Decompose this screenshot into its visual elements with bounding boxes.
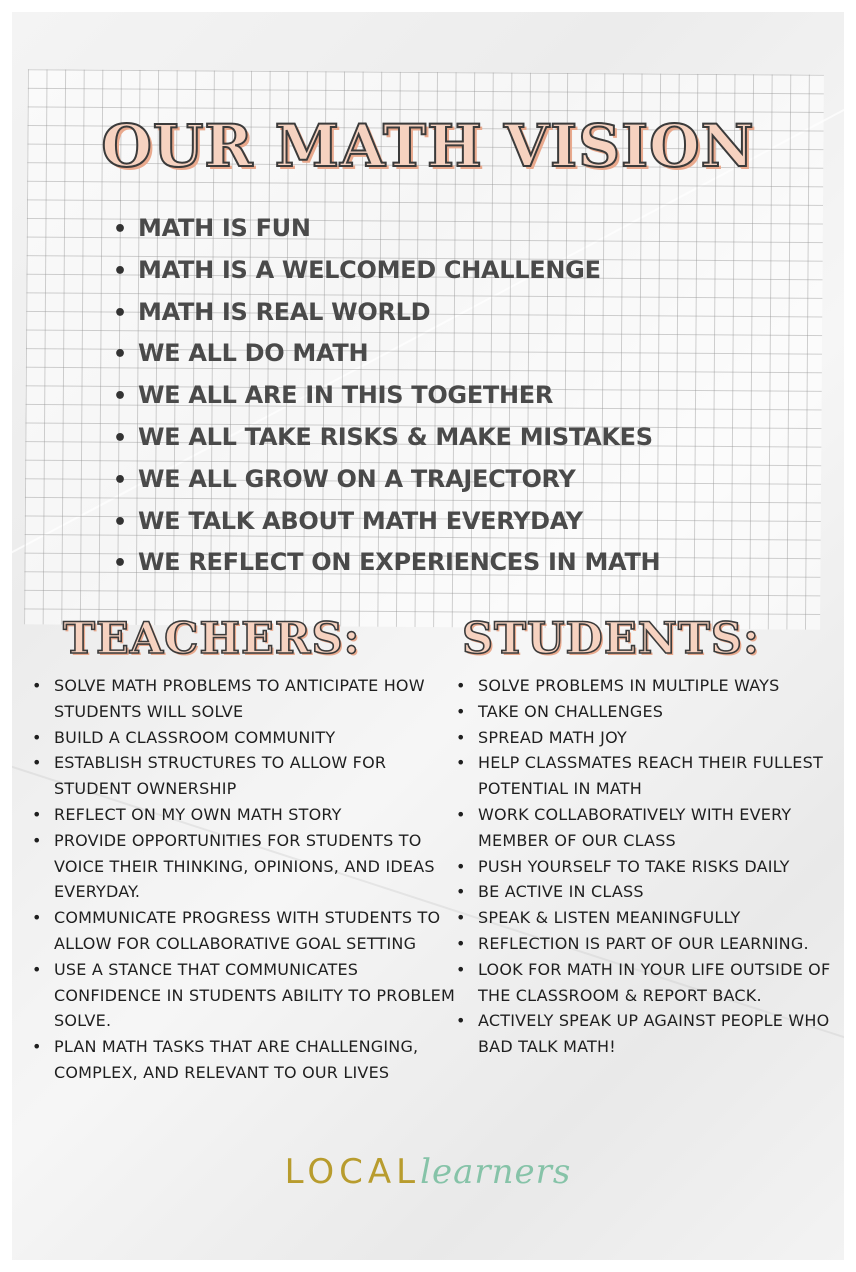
student-item: • REFLECTION IS PART OF OUR LEARNING. [456,931,848,957]
vision-list [113,208,660,584]
vision-item: • WE ALL DO MATH [113,333,660,375]
student-item: • LOOK FOR MATH IN YOUR LIFE OUTSIDE OF THE CLASSROOM & REPORT BACK. [456,957,848,1009]
student-item: • SPEAK & LISTEN MEANINGFULLY [456,905,848,931]
vision-item: • MATH IS FUN [113,208,660,250]
student-item: • PUSH YOURSELF TO TAKE RISKS DAILY [456,854,848,880]
student-item: • BE ACTIVE IN CLASS [456,879,848,905]
teacher-item: • PROVIDE OPPORTUNITIES FOR STUDENTS TO VOICE THEIR THINKING, OPINIONS, AND IDEAS EVERYDAY. [32,828,462,905]
vision-item: • WE ALL TAKE RISKS & MAKE MISTAKES [113,417,660,459]
vision-item: • WE TALK ABOUT MATH EVERYDAY [113,501,660,543]
teacher-item: • SOLVE MATH PROBLEMS TO ANTICIPATE HOW STUDENTS WILL SOLVE [32,673,462,725]
vision-item: • WE ALL ARE IN THIS TOGETHER [113,375,660,417]
teacher-item: • COMMUNICATE PROGRESS WITH STUDENTS TO ALLOW FOR COLLABORATIVE GOAL SETTING [32,905,462,957]
student-item: • HELP CLASSMATES REACH THEIR FULLEST POTENTIAL IN MATH [456,750,848,802]
teachers-heading: TEACHERS: [63,614,361,664]
vision-item: • MATH IS A WELCOMED CHALLENGE [113,250,660,292]
vision-item: • WE REFLECT ON EXPERIENCES IN MATH [113,542,660,584]
teacher-item: • PLAN MATH TASKS THAT ARE CHALLENGING, COMPLEX, AND RELEVANT TO OUR LIVES [32,1034,462,1086]
student-item: • SPREAD MATH JOY [456,725,848,751]
students-list [456,673,848,1060]
student-item: • ACTIVELY SPEAK UP AGAINST PEOPLE WHO BAD TALK MATH! [456,1008,848,1060]
student-item: • WORK COLLABORATIVELY WITH EVERY MEMBER OF OUR CLASS [456,802,848,854]
teacher-item: • REFLECT ON MY OWN MATH STORY [32,802,462,828]
brand-logo [0,1152,856,1192]
students-heading: STUDENTS: [462,614,760,664]
teacher-item: • BUILD A CLASSROOM COMMUNITY [32,725,462,751]
brand-local-text: LOCAL [284,1152,421,1192]
vision-item: • WE ALL GROW ON A TRAJECTORY [113,459,660,501]
teacher-item: • ESTABLISH STRUCTURES TO ALLOW FOR STUDENT OWNERSHIP [32,750,462,802]
student-item: • TAKE ON CHALLENGES [456,699,848,725]
student-item: • SOLVE PROBLEMS IN MULTIPLE WAYS [456,673,848,699]
brand-learners-script: learners [420,1152,572,1192]
teacher-item: • USE A STANCE THAT COMMUNICATES CONFIDENCE IN STUDENTS ABILITY TO PROBLEM SOLVE. [32,957,462,1034]
teachers-list [32,673,462,1086]
vision-item: • MATH IS REAL WORLD [113,292,660,334]
page-title: OUR MATH VISION [101,112,755,180]
